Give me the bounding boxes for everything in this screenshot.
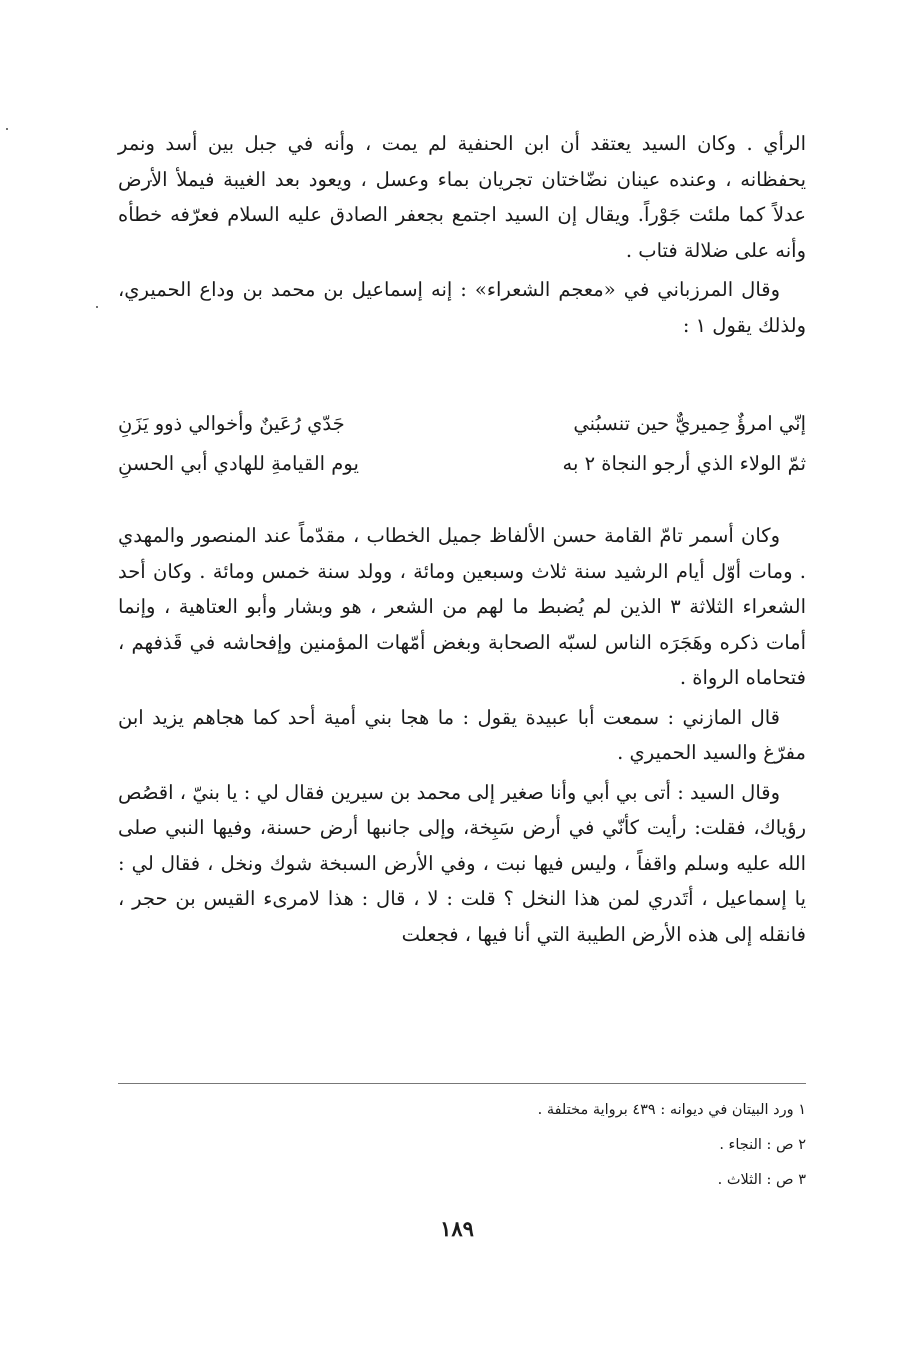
footnote: ٢ ص : النجاء . — [719, 1137, 806, 1153]
paragraph: وقال المرزباني في «معجم الشعراء» : إنه إسماعيل بن محمد بن وداع الحميري، ولذلك يقول ١ : — [118, 278, 806, 337]
scan-speck — [96, 306, 98, 308]
footnote: ٣ ص : الثلاث . — [717, 1172, 806, 1188]
scan-speck — [6, 128, 8, 130]
page-number: ١٨٩ — [440, 1216, 474, 1241]
footnotes — [118, 1093, 806, 1198]
verse-second-hemistich: جَدّي رُعَينٌ وأخوالي ذوو يَزَنِ — [118, 412, 345, 435]
body-text-top — [118, 126, 806, 343]
body-text-bottom — [118, 518, 806, 952]
paragraph: الرأي . وكان السيد يعتقد أن ابن الحنفية لم يمت ، وأنه في جبل بين أسد ونمر يحفظانه ، وعنده عينان نضّاختان تجريان بماء وعسل ، ويعود بعد الغيبة فيملأ الأرض عدلاً كما ملئت جَوْراً. ويقال إن السيد اجتمع بجعفر الصادق عليه السلام فعرّفه خطأه وأنه على ضلالة فتاب . — [118, 132, 806, 262]
footnote: ١ ورد البيتان في ديوانه : ٤٣٩ برواية مختلفة . — [537, 1102, 806, 1118]
verse-line — [118, 446, 806, 482]
verse-second-hemistich: يوم القيامةِ للهادي أبي الحسنِ — [118, 452, 359, 475]
paragraph: وكان أسمر تامّ القامة حسن الألفاظ جميل الخطاب ، مقدّماً عند المنصور والمهدي . ومات أوّل أيام الرشيد سنة ثلاث وسبعين ومائة ، وولد سنة خمس ومائة . وكان أحد الشعراء الثلاثة ٣ الذين لم يُضبط ما لهم من الشعر ، هو وبشار وأبو العتاهية ، وإنما أمات ذكره وهَجَرَه الناس لسبّه الصحابة وبغض أمّهات المؤمنين وإفحاشه في قَذفهم ، فتحاماه الرواة . — [118, 524, 806, 689]
verse-first-hemistich: إنّي امرؤٌ حِميريٌّ حين تنسبُني — [573, 412, 806, 435]
paragraph: قال المازني : سمعت أبا عبيدة يقول : ما هجا بني أمية أحد كما هجاهم يزيد ابن مفرّغ والسيد الحميري . — [118, 705, 806, 764]
verse-line — [118, 406, 806, 442]
poem — [118, 406, 806, 482]
verse-first-hemistich: ثمّ الولاء الذي أرجو النجاة ٢ به — [562, 452, 806, 475]
paragraph: وقال السيد : أتى بي أبي وأنا صغير إلى محمد بن سيرين فقال لي : يا بنيّ ، اقصُص رؤياك، فقلت: رأيت كأنّي في أرض سَبِخة، وإلى جانبها أرض حسنة، وفيها النبي صلى الله عليه وسلم واقفاً ، وليس فيها نبت ، وفي الأرض السبخة شوك ونخل ، فقال لي : يا إسماعيل ، أتَدري لمن هذا النخل ؟ قلت : لا ، قال : هذا لامرىء القيس بن حجر ، فانقله إلى هذه الأرض الطيبة التي أنا فيها ، فجعلت — [118, 780, 806, 946]
footnote-separator — [118, 1083, 806, 1084]
